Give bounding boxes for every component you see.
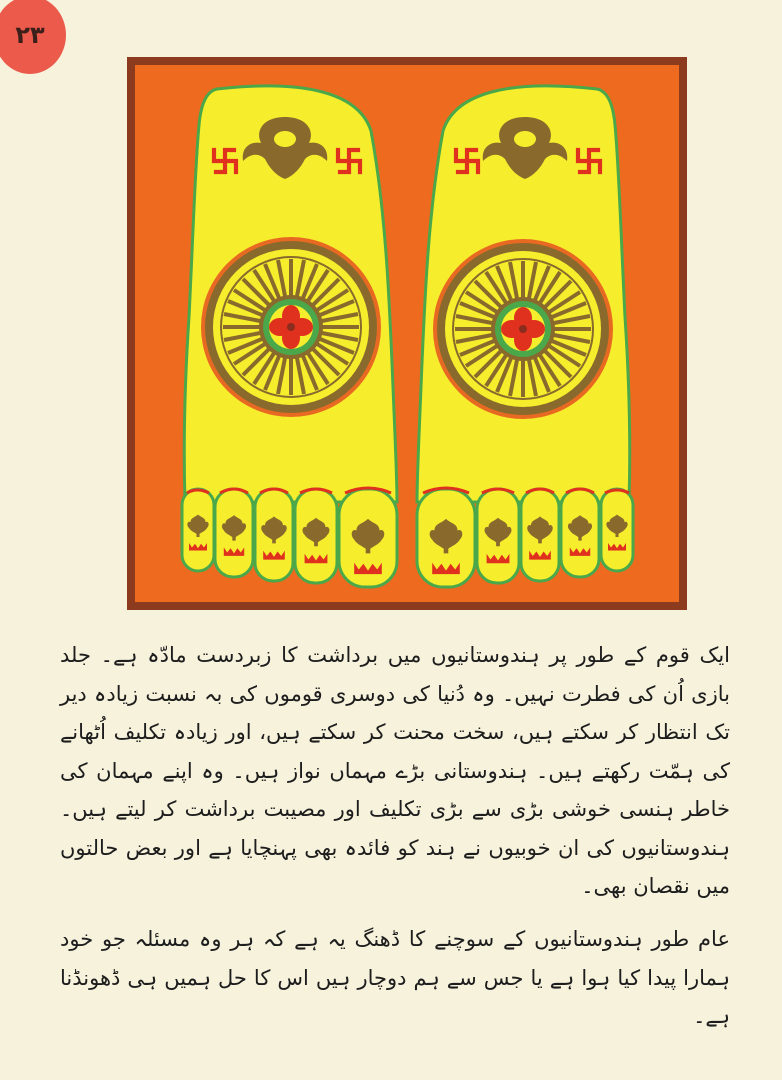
paragraph-1: ایک قوم کے طور پر ہندوستانیوں میں برداشت کا زبردست مادّہ ہے۔ جلد بازی اُن کی فطرت نہیں۔ وہ دُنیا کی دوسری قوموں کی بہ نسبت زیادہ دیر تک انتظار کر سکتے ہیں، سخت محنت کر سکتے ہیں، اور زیادہ تکلیف اُٹھانے کی ہمّت رکھتے ہیں۔ ہندوستانی بڑے مہماں نواز ہیں۔ وہ اپنے مہمان کی خاطر ہنسی خوشی بڑی سے بڑی تکلیف اور مصیبت برداشت کر لیتے ہیں۔ ہندوستانیوں کی ان خوبیوں نے ہند کو فائدہ بھی پہنچایا ہے اور بعض حالتوں میں نقصان بھی۔: [60, 643, 730, 898]
paragraph-2: عام طور ہندوستانیوں کے سوچنے کا ڈھنگ یہ ہے کہ ہر وہ مسئلہ جو خود ہمارا پیدا کیا ہوا ہے یا جس سے ہم دوچار ہیں اس کا حل ہمیں ہی ڈھونڈنا ہے۔: [60, 927, 730, 1028]
left-footprint: [182, 86, 397, 587]
page-number: ٢٣: [15, 21, 45, 49]
right-footprint: [417, 86, 633, 587]
footprints-illustration: [127, 57, 687, 610]
page-number-badge: [0, 0, 66, 74]
footprints-icon: [127, 57, 687, 610]
